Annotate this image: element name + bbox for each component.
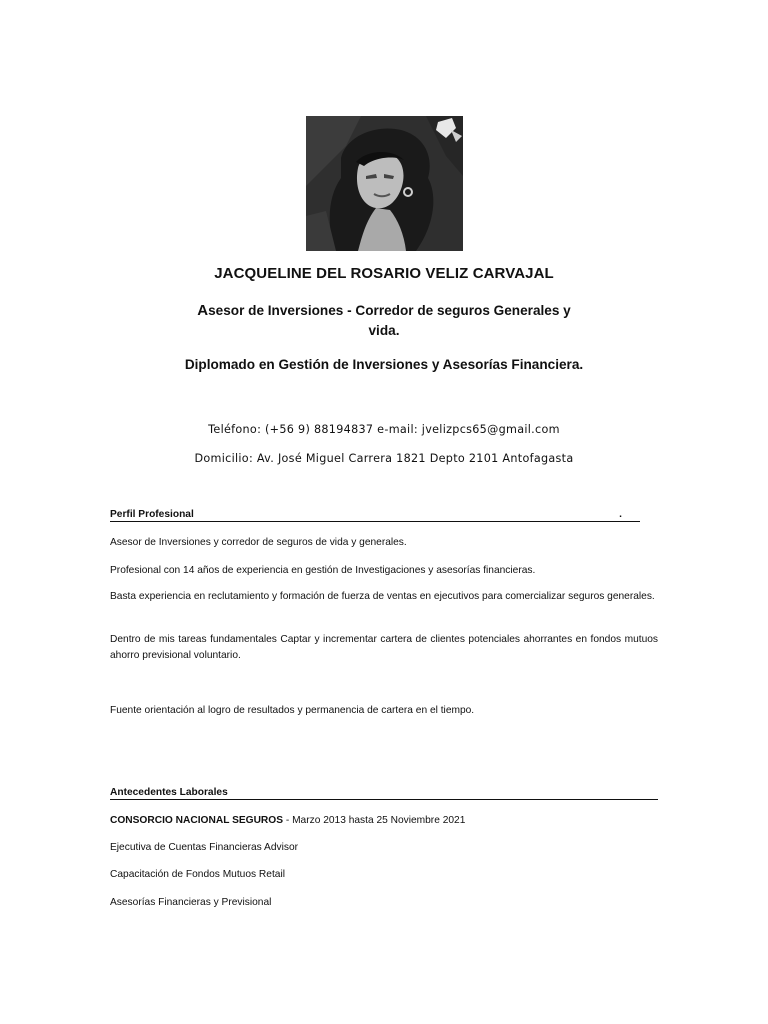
job-title [190, 301, 578, 341]
job-item: Ejecutiva de Cuentas Financieras Advisor [110, 842, 299, 853]
job-title-line-2: vida. [368, 323, 400, 338]
job-item: Asesorías Financieras y Previsional [110, 897, 272, 908]
job-title-line-1: sesor de Inversiones - Corredor de seguros Generales y [208, 303, 571, 318]
contact-phone-email: Teléfono: (+56 9) 88194837 e-mail: jvelizpcs65@gmail.com [208, 423, 560, 436]
candidate-name: JACQUELINE DEL ROSARIO VELIZ CARVAJAL [214, 265, 554, 282]
section-heading-perfil [110, 508, 640, 522]
profile-photo [306, 116, 463, 251]
perfil-paragraph: Profesional con 14 años de experiencia en gestión de Investigaciones y asesorías financieras. [110, 565, 536, 576]
perfil-paragraph: Basta experiencia en reclutamiento y formación de fuerza de ventas en ejecutivos para comercializar seguros generales. [110, 591, 655, 602]
job-period: - Marzo 2013 hasta 25 Noviembre 2021 [283, 815, 466, 826]
section-heading-antecedentes-label: Antecedentes Laborales [110, 787, 228, 798]
job-title-initial: A [197, 302, 209, 319]
perfil-paragraph: Dentro de mis tareas fundamentales Captar y incrementar cartera de clientes potenciales ahorrantes en fondos mutuos ahorro previsional voluntario. [110, 634, 658, 661]
diploma: Diplomado en Gestión de Inversiones y Asesorías Financiera. [184, 357, 584, 372]
company-name: CONSORCIO NACIONAL SEGUROS [110, 815, 284, 826]
section-heading-perfil-label: Perfil Profesional [110, 509, 194, 520]
contact-address: Domicilio: Av. José Miguel Carrera 1821 Depto 2101 Antofagasta [194, 452, 574, 465]
perfil-paragraph: Fuente orientación al logro de resultados y permanencia de cartera en el tiempo. [110, 705, 475, 716]
section-heading-antecedentes [110, 786, 658, 800]
job-entry [110, 814, 658, 828]
perfil-paragraph: Asesor de Inversiones y corredor de seguros de vida y generales. [110, 537, 407, 548]
job-item: Capacitación de Fondos Mutuos Retail [110, 869, 285, 880]
section-heading-perfil-dot: . [619, 509, 622, 520]
